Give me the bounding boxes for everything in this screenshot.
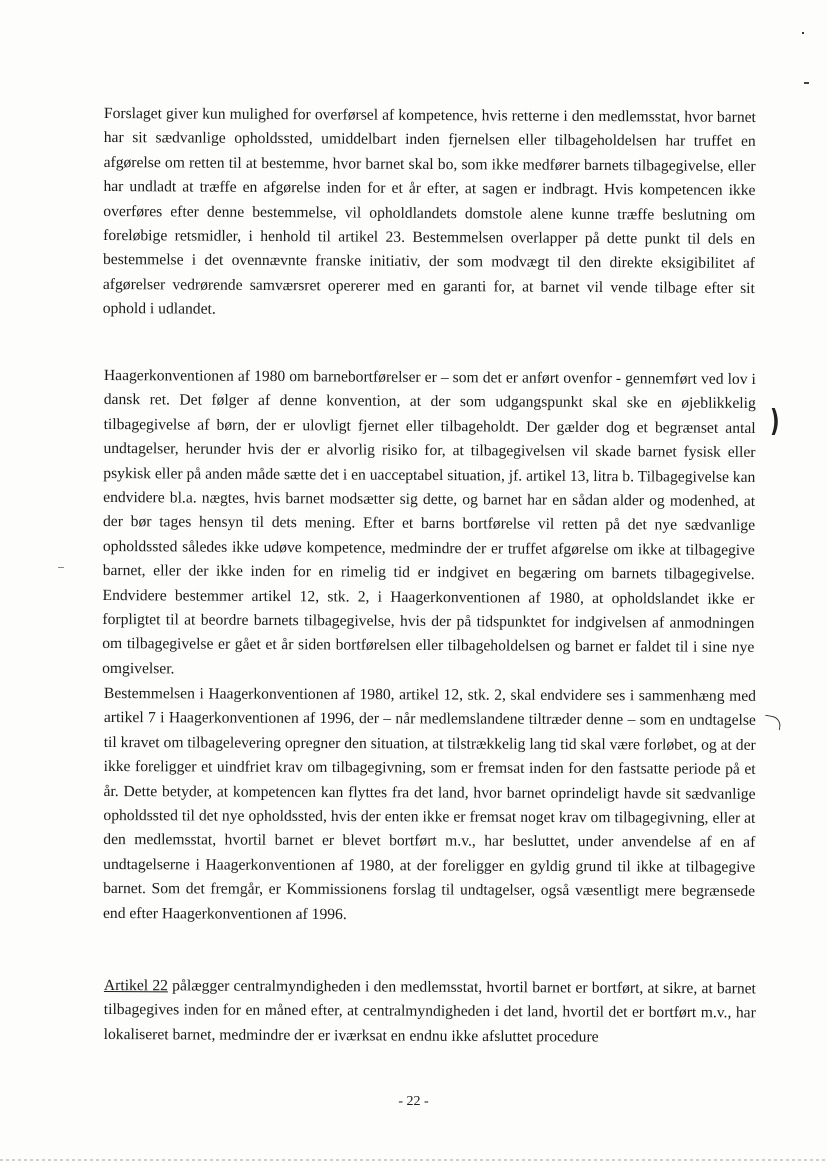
scan-edge-line: [0, 1159, 827, 1161]
margin-hook-mark: [763, 715, 782, 731]
article-22-reference: Artikel 22: [103, 976, 168, 995]
paragraph-article-22: [104, 974, 756, 1051]
scan-speck: [802, 32, 804, 34]
margin-dash-mark: [58, 567, 64, 568]
scan-speck: [804, 82, 809, 84]
paragraph-hague-1980: Haagerkonventionen af 1980 om barnebortførelser er – som det er anført ovenfor - gennemført ved lov i dansk ret. Det følger af denne konvention, at der som udgangspunkt skal ske en øjeblikkelig tilbagegivelse af børn, der er ulovligt fjernet eller tilbageholdt. Der gælder dog et begrænset antal undtagelser, herunder hvis der er alvorlig risiko for, at tilbagegivelsen vil skade barnet fysisk eller psykisk eller på anden måde sætte det i en uacceptabel situation, jf. artikel 13, litra b. Tilbagegivelse kan endvidere bl.a. nægtes, hvis barnet modsætter sig dette, og barnet har en sådan alder og modenhed, at der bør tages hensyn til dets mening. Efter et barns bortførelse vil retten på det nye sædvanlige opholdssted således ikke udøve kompetence, medmindre der er truffet afgørelse om ikke at tilbagegive barnet, eller der ikke inden for en rimelig tid er indgivet en begæring om barnets tilbagegivelse. Endvidere bestemmer artikel 12, stk. 2, i Haagerkonventionen af 1980, at opholdslandet ikke er forpligtet til at beordre barnets tilbagegivelse, hvis der på tidspunktet for indgivelsen af anmodningen om tilbagegivelse er gået et år siden bortførelsen eller tilbageholdelsen og barnet er faldet til i sine nye omgivelser.: [102, 366, 756, 678]
paragraph-competence-transfer: Forslaget giver kun mulighed for overførsel af kompetence, hvis retterne i den medlemsstat, hvor barnet har sit sædvanlige opholdssted, umiddelbart inden fjernelsen eller tilbageholdelsen har truffet en afgørelse om retten til at bestemme, hvor barnet skal bo, som ikke medfører barnets tilbagegivelse, eller har undladt at træffe en afgørelse inden for et år efter, at sagen er indbragt. Hvis kompetencen ikke overføres efter denne bestemmelse, vil opholdlandets domstole alene kunne træffe beslutning om foreløbige retsmidler, i henhold til artikel 23. Bestemmelsen overlapper på dette punkt til dels en bestemmelse i det ovennævnte franske initiativ, der som modvægt til den direkte eksigibilitet af afgørelser vedrørende samværsret opererer med en garanti for, at barnet vil vende tilbage efter sit ophold i udlandet.: [102, 104, 756, 318]
page-number: - 22 -: [398, 1094, 429, 1109]
paragraph-article-12-provision: Bestemmelsen i Haagerkonventionen af 1980, artikel 12, stk. 2, skal endvidere ses i sammenhæng med artikel 7 i Haagerkonventionen af 1996, der – når medlemslandene tiltræder denne – som en undtagelse til kravet om tilbagelevering opregner den situation, at tilstrækkelig lang tid skal være forløbet, og at der ikke foreligger et uindfriet krav om tilbagegivning, som er fremsat inden for den fastsatte periode på et år. Dette betyder, at kompetencen kan flyttes fra det land, hvor barnet oprindeligt havde sit sædvanlige opholdssted til det nye opholdssted, hvis der enten ikke er fremsat noget krav om tilbagegivning, eller at den medlemsstat, hvortil barnet er blevet bortført m.v., har besluttet, under anvendelse af en af undtagelserne i Haagerkonventionen af 1980, at der foreligger en gyldig grund til ikke at tilbagegive barnet. Som det fremgår, er Kommissionens forslag til undtagelser, også væsentligt mere begrænsede end efter Haagerkonventionen af 1996.: [102, 685, 756, 923]
margin-bracket-mark: ): [770, 404, 780, 439]
article-22-text: pålægger centralmyndigheden i den medlemsstat, hvortil barnet er bortført, at sikre, at barnet tilbagegives inden for en måned efter, at centralmyndigheden i det land, hvortil det er bortført m.v., har lokaliseret barnet, medmindre der er iværksat en endnu ikke afsluttet procedure: [103, 977, 756, 1046]
